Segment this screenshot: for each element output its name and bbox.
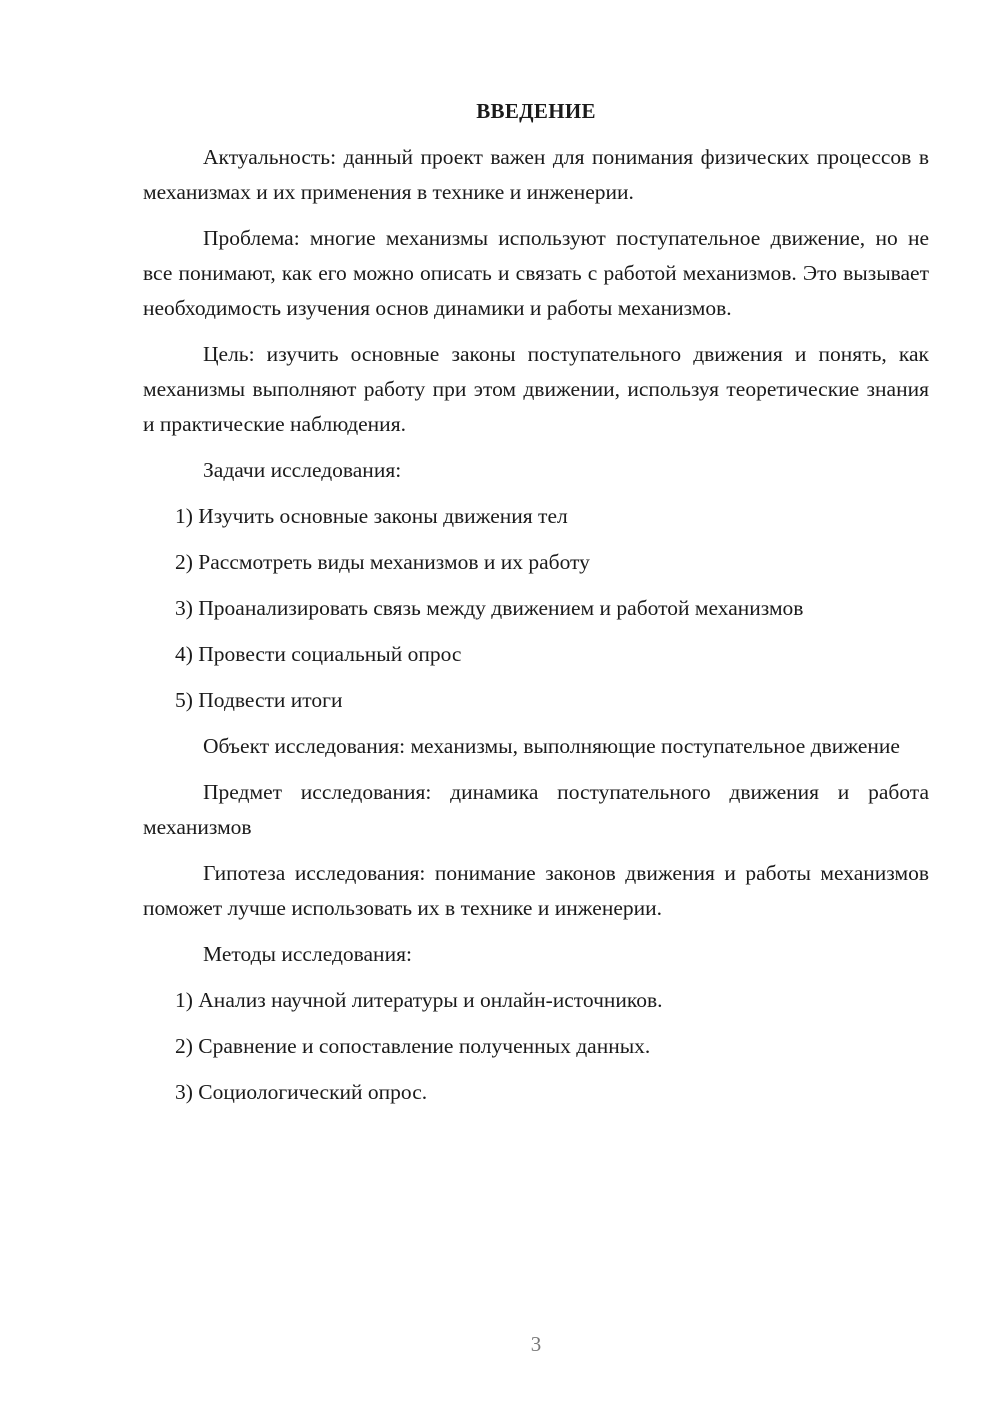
tasks-heading: Задачи исследования: xyxy=(203,458,402,482)
problem-paragraph: Проблема: многие механизмы используют поступательное движение, но не все понимают, как его можно описать и связать с работой механизмов. Это вызывает необходимость изучения основ динамики и работы механизмов. xyxy=(143,226,929,320)
list-item: 2) Рассмотреть виды механизмов и их работу xyxy=(175,550,590,574)
methods-heading: Методы исследования: xyxy=(203,942,412,966)
goal-paragraph: Цель: изучить основные законы поступательного движения и понять, как механизмы выполняют работу при этом движении, используя теоретические знания и практические наблюдения. xyxy=(143,342,929,436)
list-item: 3) Социологический опрос. xyxy=(175,1080,428,1104)
hypothesis-paragraph: Гипотеза исследования: понимание законов движения и работы механизмов поможет лучше использовать их в технике и инженерии. xyxy=(143,861,929,920)
subject-paragraph: Предмет исследования: динамика поступательного движения и работа механизмов xyxy=(143,780,929,839)
tasks-list xyxy=(143,499,929,718)
object-paragraph: Объект исследования: механизмы, выполняющие поступательное движение xyxy=(203,734,900,758)
list-item: 5) Подвести итоги xyxy=(175,688,343,712)
list-item: 1) Анализ научной литературы и онлайн-источников. xyxy=(175,988,663,1012)
page-number: 3 xyxy=(530,1332,542,1356)
methods-list xyxy=(143,983,929,1110)
list-item: 3) Проанализировать связь между движением и работой механизмов xyxy=(175,596,804,620)
relevance-paragraph: Актуальность: данный проект важен для понимания физических процессов в механизмах и их применения в технике и инженерии. xyxy=(143,145,929,204)
list-item: 2) Сравнение и сопоставление полученных данных. xyxy=(175,1034,651,1058)
document-body xyxy=(143,140,929,1121)
list-item: 1) Изучить основные законы движения тел xyxy=(175,504,568,528)
page-title: ВВЕДЕНИЕ xyxy=(476,99,596,123)
list-item: 4) Провести социальный опрос xyxy=(175,642,462,666)
